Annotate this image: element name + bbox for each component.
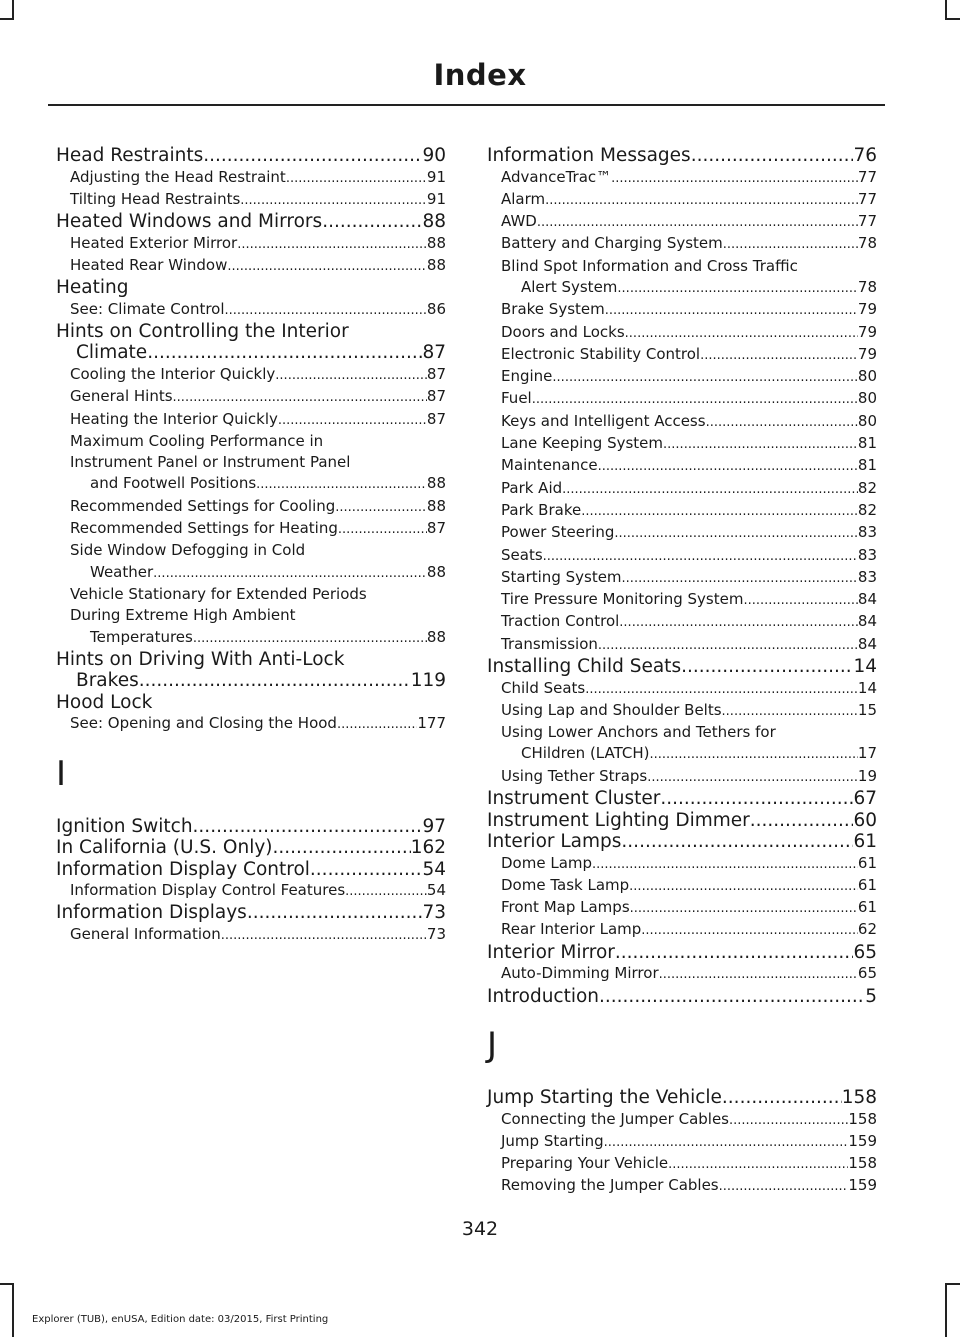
index-column-left xyxy=(56,145,446,946)
index-heading: Hints on Driving With Anti-Lock xyxy=(56,648,345,670)
entry-label: Using Tether Straps xyxy=(501,766,648,785)
index-heading: Hints on Controlling the Interior xyxy=(56,320,349,342)
entry-page: 158 xyxy=(841,1087,877,1108)
index-entry[interactable] xyxy=(487,986,877,1008)
index-subentry[interactable] xyxy=(487,963,877,985)
entry-page: 86 xyxy=(426,299,446,318)
entry-label: Engine xyxy=(501,367,553,386)
entry-page: 158 xyxy=(848,1154,877,1173)
index-subentry[interactable] xyxy=(56,496,446,518)
entry-page: 88 xyxy=(426,496,446,515)
entry-page: 78 xyxy=(857,277,877,296)
entry-page: 83 xyxy=(857,523,877,542)
entry-label: Jump Starting xyxy=(501,1131,604,1150)
entry-label: Information Displays xyxy=(56,902,247,924)
entry-page: 87 xyxy=(426,409,446,428)
entry-label: In California (U.S. Only) xyxy=(56,837,273,859)
entry-page: 15 xyxy=(857,700,877,719)
crop-mark xyxy=(12,0,14,18)
entry-label: See: Climate Control xyxy=(70,299,225,318)
leader-dots xyxy=(659,963,858,985)
leader-dots xyxy=(650,743,858,765)
entry-label: General Information xyxy=(70,924,221,943)
index-subentry[interactable] xyxy=(487,611,877,633)
entry-label: Electronic Stability Control xyxy=(501,344,701,363)
index-column-right xyxy=(487,145,877,1198)
leader-dots xyxy=(562,478,858,500)
entry-label: Maintenance xyxy=(501,456,598,475)
entry-page: 19 xyxy=(857,766,877,785)
leader-dots xyxy=(273,837,411,859)
entry-page: 67 xyxy=(853,788,877,810)
index-subentry[interactable] xyxy=(487,700,877,722)
entry-page: 88 xyxy=(422,211,446,233)
entry-label: Climate xyxy=(76,342,148,364)
entry-label: Alert System xyxy=(521,277,618,296)
leader-dots xyxy=(615,942,854,964)
leader-dots xyxy=(345,880,427,902)
entry-label: Information Messages xyxy=(487,145,691,166)
leader-dots xyxy=(700,344,858,366)
entry-page: 54 xyxy=(422,858,446,880)
entry-label: Cooling the Interior Quickly xyxy=(70,364,276,383)
leader-dots xyxy=(743,589,857,611)
entry-label: Interior Lamps xyxy=(487,831,622,853)
leader-dots xyxy=(663,433,858,455)
index-entry[interactable] xyxy=(487,810,877,832)
subentry-text: Maximum Cooling Performance in xyxy=(70,431,324,450)
leader-dots xyxy=(617,277,857,299)
entry-page: 90 xyxy=(422,145,446,166)
index-subentry[interactable] xyxy=(56,627,446,649)
leader-dots xyxy=(719,1175,849,1197)
leader-dots xyxy=(585,678,858,700)
index-subentry[interactable] xyxy=(56,713,446,735)
entry-label: Tilting Head Restraints xyxy=(70,189,241,208)
entry-page: 80 xyxy=(857,367,877,386)
leader-dots xyxy=(629,875,858,897)
entry-label: Weather xyxy=(90,562,154,581)
index-subentry[interactable] xyxy=(487,545,877,567)
entry-page: 73 xyxy=(422,902,446,924)
entry-label: Brakes xyxy=(76,670,139,692)
entry-label: Temperatures xyxy=(90,627,193,646)
leader-dots xyxy=(691,145,854,167)
entry-page: 14 xyxy=(853,656,877,678)
entry-label: Heated Windows and Mirrors xyxy=(56,211,323,233)
leader-dots xyxy=(619,611,858,633)
index-subentry[interactable] xyxy=(487,1175,877,1197)
index-subentry[interactable] xyxy=(56,518,446,540)
index-subentry[interactable] xyxy=(487,344,877,366)
index-subentry[interactable] xyxy=(487,299,877,321)
entry-page: 97 xyxy=(422,815,446,837)
index-entry[interactable] xyxy=(56,816,446,838)
subentry-text: Vehicle Stationary for Extended Periods xyxy=(70,584,367,603)
entry-label: Information Display Control Features xyxy=(70,881,346,900)
entry-label: Brake System xyxy=(501,300,605,319)
entry-page: 83 xyxy=(857,567,877,586)
subentry-text: Instrument Panel or Instrument Panel xyxy=(70,453,351,472)
subentry-text: Blind Spot Information and Cross Traffic xyxy=(501,256,798,275)
entry-label: Head Restraints xyxy=(56,145,204,166)
entry-page: 159 xyxy=(848,1176,877,1195)
entry-page: 79 xyxy=(857,344,877,363)
entry-label: Auto-Dimming Mirror xyxy=(501,964,659,983)
leader-dots xyxy=(611,167,858,189)
leader-dots xyxy=(598,455,858,477)
entry-label: Heating the Interior Quickly xyxy=(70,409,278,428)
leader-dots xyxy=(532,388,858,410)
leader-dots xyxy=(641,919,858,941)
index-subentry[interactable] xyxy=(487,167,877,189)
leader-dots xyxy=(256,473,427,495)
entry-label: Transmission xyxy=(501,634,598,653)
subentry-text: During Extreme High Ambient xyxy=(70,606,296,625)
entry-label: Lane Keeping System xyxy=(501,434,664,453)
entry-page: 88 xyxy=(426,627,446,646)
index-subentry[interactable] xyxy=(487,853,877,875)
entry-label: Preparing Your Vehicle xyxy=(501,1154,669,1173)
entry-page: 87 xyxy=(426,387,446,406)
index-entry[interactable] xyxy=(487,942,877,964)
index-entry[interactable] xyxy=(56,670,446,692)
index-subentry[interactable] xyxy=(487,522,877,544)
entry-label: Starting System xyxy=(501,567,622,586)
entry-page: 81 xyxy=(857,434,877,453)
entry-page: 61 xyxy=(853,831,877,853)
index-subentry[interactable] xyxy=(56,364,446,386)
index-subentry[interactable] xyxy=(487,678,877,700)
index-entry[interactable] xyxy=(487,1087,877,1109)
entry-page: 76 xyxy=(853,145,877,166)
index-subentry[interactable] xyxy=(487,455,877,477)
index-subentry[interactable] xyxy=(487,211,877,233)
index-subentry[interactable] xyxy=(56,167,446,189)
entry-page: 81 xyxy=(857,456,877,475)
entry-label: Rear Interior Lamp xyxy=(501,920,642,939)
entry-page: 119 xyxy=(410,670,446,692)
entry-page: 87 xyxy=(426,364,446,383)
entry-label: Instrument Cluster xyxy=(487,788,661,810)
entry-label: Alarm xyxy=(501,189,546,208)
entry-label: Doors and Locks xyxy=(501,322,625,341)
index-subentry[interactable] xyxy=(487,433,877,455)
entry-label: Recommended Settings for Heating xyxy=(70,519,338,538)
index-subentry[interactable] xyxy=(487,277,877,299)
leader-dots xyxy=(147,342,422,364)
leader-dots xyxy=(193,627,427,649)
entry-page: 80 xyxy=(857,389,877,408)
leader-dots xyxy=(625,322,858,344)
entry-page: 88 xyxy=(426,562,446,581)
leader-dots xyxy=(660,788,853,810)
entry-page: 73 xyxy=(426,924,446,943)
leader-dots xyxy=(729,1109,848,1131)
index-subentry[interactable] xyxy=(487,478,877,500)
leader-dots xyxy=(621,831,853,853)
leader-dots xyxy=(139,670,411,692)
leader-dots xyxy=(221,924,427,946)
entry-page: 91 xyxy=(426,167,446,186)
leader-dots xyxy=(722,700,858,722)
entry-page: 60 xyxy=(853,809,877,831)
leader-dots xyxy=(537,211,858,233)
crop-mark xyxy=(945,1283,947,1337)
index-entry[interactable] xyxy=(487,788,877,810)
entry-label: Heated Rear Window xyxy=(70,255,228,274)
entry-page: 65 xyxy=(857,964,877,983)
leader-dots xyxy=(338,518,427,540)
leader-dots xyxy=(668,1153,848,1175)
leader-dots xyxy=(622,567,858,589)
index-subentry[interactable] xyxy=(487,567,877,589)
leader-dots xyxy=(545,189,858,211)
entry-page: 79 xyxy=(857,300,877,319)
index-entry[interactable] xyxy=(56,859,446,881)
leader-dots xyxy=(604,1131,849,1153)
entry-page: 14 xyxy=(857,678,877,697)
leader-dots xyxy=(173,386,427,408)
crop-mark xyxy=(0,1283,14,1285)
index-subentry[interactable] xyxy=(487,743,877,765)
leader-dots xyxy=(227,255,427,277)
index-entry[interactable] xyxy=(487,145,877,167)
entry-page: 77 xyxy=(857,212,877,231)
entry-label: Installing Child Seats xyxy=(487,656,682,678)
entry-label: Dome Task Lamp xyxy=(501,875,630,894)
entry-page: 88 xyxy=(426,474,446,493)
entry-label: Keys and Intelligent Access xyxy=(501,411,706,430)
leader-dots xyxy=(722,1087,842,1109)
entry-page: 61 xyxy=(857,898,877,917)
entry-page: 54 xyxy=(426,881,446,900)
leader-dots xyxy=(286,167,427,189)
leader-dots xyxy=(681,656,853,678)
index-subentry[interactable] xyxy=(56,386,446,408)
entry-page: 159 xyxy=(848,1131,877,1150)
section-letter: I xyxy=(56,753,67,794)
index-subentry[interactable] xyxy=(487,919,877,941)
index-entry[interactable] xyxy=(487,656,877,678)
index-subentry[interactable] xyxy=(487,589,877,611)
entry-label: AdvanceTrac™ xyxy=(501,167,612,186)
entry-page: 62 xyxy=(857,920,877,939)
entry-label: Instrument Lighting Dimmer xyxy=(487,809,750,831)
index-subentry[interactable] xyxy=(487,388,877,410)
leader-dots xyxy=(337,713,417,735)
leader-dots xyxy=(275,364,427,386)
index-subentry[interactable] xyxy=(487,322,877,344)
entry-page: 5 xyxy=(865,985,877,1007)
entry-label: Ignition Switch xyxy=(56,815,193,837)
index-subentry[interactable] xyxy=(487,1131,877,1153)
entry-page: 82 xyxy=(857,500,877,519)
entry-page: 87 xyxy=(422,342,446,364)
leader-dots xyxy=(153,562,427,584)
leader-dots xyxy=(335,496,427,518)
leader-dots xyxy=(193,816,423,838)
footer-text: Explorer (TUB), enUSA, Edition date: 03/2015, First Printing xyxy=(32,1314,329,1325)
entry-label: and Footwell Positions xyxy=(90,474,257,493)
index-subentry[interactable] xyxy=(56,233,446,255)
leader-dots xyxy=(581,500,858,522)
index-entry[interactable] xyxy=(56,837,446,859)
entry-page: 84 xyxy=(857,634,877,653)
entry-label: Power Steering xyxy=(501,523,615,542)
index-subentry[interactable] xyxy=(56,189,446,211)
leader-dots xyxy=(225,299,427,321)
leader-dots xyxy=(278,409,427,431)
index-subentry[interactable] xyxy=(487,766,877,788)
index-subentry[interactable] xyxy=(56,473,446,495)
entry-page: 158 xyxy=(848,1109,877,1128)
leader-dots xyxy=(237,233,427,255)
index-subentry[interactable] xyxy=(487,1109,877,1131)
leader-dots xyxy=(614,522,858,544)
subentry-text: Side Window Defogging in Cold xyxy=(70,541,306,560)
entry-page: 82 xyxy=(857,478,877,497)
entry-page: 61 xyxy=(857,853,877,872)
entry-label: AWD xyxy=(501,212,537,231)
entry-label: Child Seats xyxy=(501,678,586,697)
entry-label: Recommended Settings for Cooling xyxy=(70,496,336,515)
index-subentry[interactable] xyxy=(487,634,877,656)
entry-label: Information Display Control xyxy=(56,858,310,880)
entry-page: 87 xyxy=(426,519,446,538)
leader-dots xyxy=(247,902,423,924)
entry-label: Dome Lamp xyxy=(501,853,593,872)
entry-page: 78 xyxy=(857,234,877,253)
entry-page: 65 xyxy=(853,941,877,963)
entry-page: 84 xyxy=(857,612,877,631)
entry-label: Tire Pressure Monitoring System xyxy=(501,590,744,609)
index-subentry[interactable] xyxy=(56,255,446,277)
crop-mark xyxy=(12,1283,14,1337)
leader-dots xyxy=(322,211,422,233)
entry-label: Fuel xyxy=(501,389,532,408)
index-subentry[interactable] xyxy=(56,924,446,946)
index-subentry[interactable] xyxy=(56,409,446,431)
entry-page: 17 xyxy=(857,744,877,763)
leader-dots xyxy=(723,233,858,255)
entry-label: CHildren (LATCH) xyxy=(521,744,650,763)
leader-dots xyxy=(750,810,854,832)
index-subentry[interactable] xyxy=(56,299,446,321)
index-subentry[interactable] xyxy=(487,897,877,919)
index-subentry[interactable] xyxy=(487,411,877,433)
index-heading: Heating xyxy=(56,277,129,299)
leader-dots xyxy=(706,411,858,433)
index-subentry[interactable] xyxy=(487,189,877,211)
index-subentry[interactable] xyxy=(487,366,877,388)
leader-dots xyxy=(552,366,857,388)
section-letter: J xyxy=(487,1025,498,1065)
subentry-text: Using Lower Anchors and Tethers for xyxy=(501,723,776,742)
entry-page: 177 xyxy=(417,714,446,733)
index-subentry[interactable] xyxy=(487,500,877,522)
entry-label: Introduction xyxy=(487,985,600,1007)
entry-label: Battery and Charging System xyxy=(501,234,723,253)
index-heading: Hood Lock xyxy=(56,691,153,713)
leader-dots xyxy=(605,299,858,321)
entry-page: 79 xyxy=(857,322,877,341)
index-subentry[interactable] xyxy=(487,233,877,255)
entry-label: Seats xyxy=(501,545,543,564)
entry-label: General Hints xyxy=(70,387,173,406)
leader-dots xyxy=(203,145,422,167)
crop-mark xyxy=(945,0,947,18)
entry-page: 83 xyxy=(857,545,877,564)
entry-page: 77 xyxy=(857,189,877,208)
leader-dots xyxy=(310,859,423,881)
index-entry[interactable] xyxy=(56,342,446,364)
index-entry[interactable] xyxy=(56,145,446,167)
entry-page: 84 xyxy=(857,590,877,609)
entry-page: 80 xyxy=(857,411,877,430)
entry-label: See: Opening and Closing the Hood xyxy=(70,714,337,733)
crop-mark xyxy=(945,18,960,20)
entry-label: Park Aid xyxy=(501,478,563,497)
leader-dots xyxy=(599,986,865,1008)
entry-label: Interior Mirror xyxy=(487,941,615,963)
entry-label: Connecting the Jumper Cables xyxy=(501,1109,729,1128)
entry-page: 61 xyxy=(857,875,877,894)
index-subentry[interactable] xyxy=(56,880,446,902)
page-number: 342 xyxy=(461,1218,499,1240)
crop-mark xyxy=(945,1283,960,1285)
entry-label: Jump Starting the Vehicle xyxy=(487,1087,722,1108)
leader-dots xyxy=(543,545,858,567)
entry-label: Removing the Jumper Cables xyxy=(501,1176,719,1195)
leader-dots xyxy=(592,853,858,875)
entry-label: Heated Exterior Mirror xyxy=(70,233,238,252)
index-entry[interactable] xyxy=(56,902,446,924)
title-rule xyxy=(48,104,885,106)
index-entry[interactable] xyxy=(487,831,877,853)
index-entry[interactable] xyxy=(56,211,446,233)
leader-dots xyxy=(240,189,427,211)
index-subentry[interactable] xyxy=(487,875,877,897)
entry-page: 88 xyxy=(426,255,446,274)
page-title: Index xyxy=(433,58,527,92)
entry-label: Front Map Lamps xyxy=(501,898,630,917)
leader-dots xyxy=(598,634,858,656)
leader-dots xyxy=(630,897,858,919)
crop-mark xyxy=(0,18,14,20)
entry-label: Adjusting the Head Restraint xyxy=(70,167,286,186)
entry-page: 91 xyxy=(426,189,446,208)
entry-label: Traction Control xyxy=(501,612,620,631)
entry-page: 162 xyxy=(410,837,446,859)
entry-label: Using Lap and Shoulder Belts xyxy=(501,700,722,719)
index-subentry[interactable] xyxy=(487,1153,877,1175)
entry-page: 77 xyxy=(857,167,877,186)
index-subentry[interactable] xyxy=(56,562,446,584)
entry-page: 88 xyxy=(426,233,446,252)
leader-dots xyxy=(647,766,858,788)
entry-label: Park Brake xyxy=(501,500,582,519)
